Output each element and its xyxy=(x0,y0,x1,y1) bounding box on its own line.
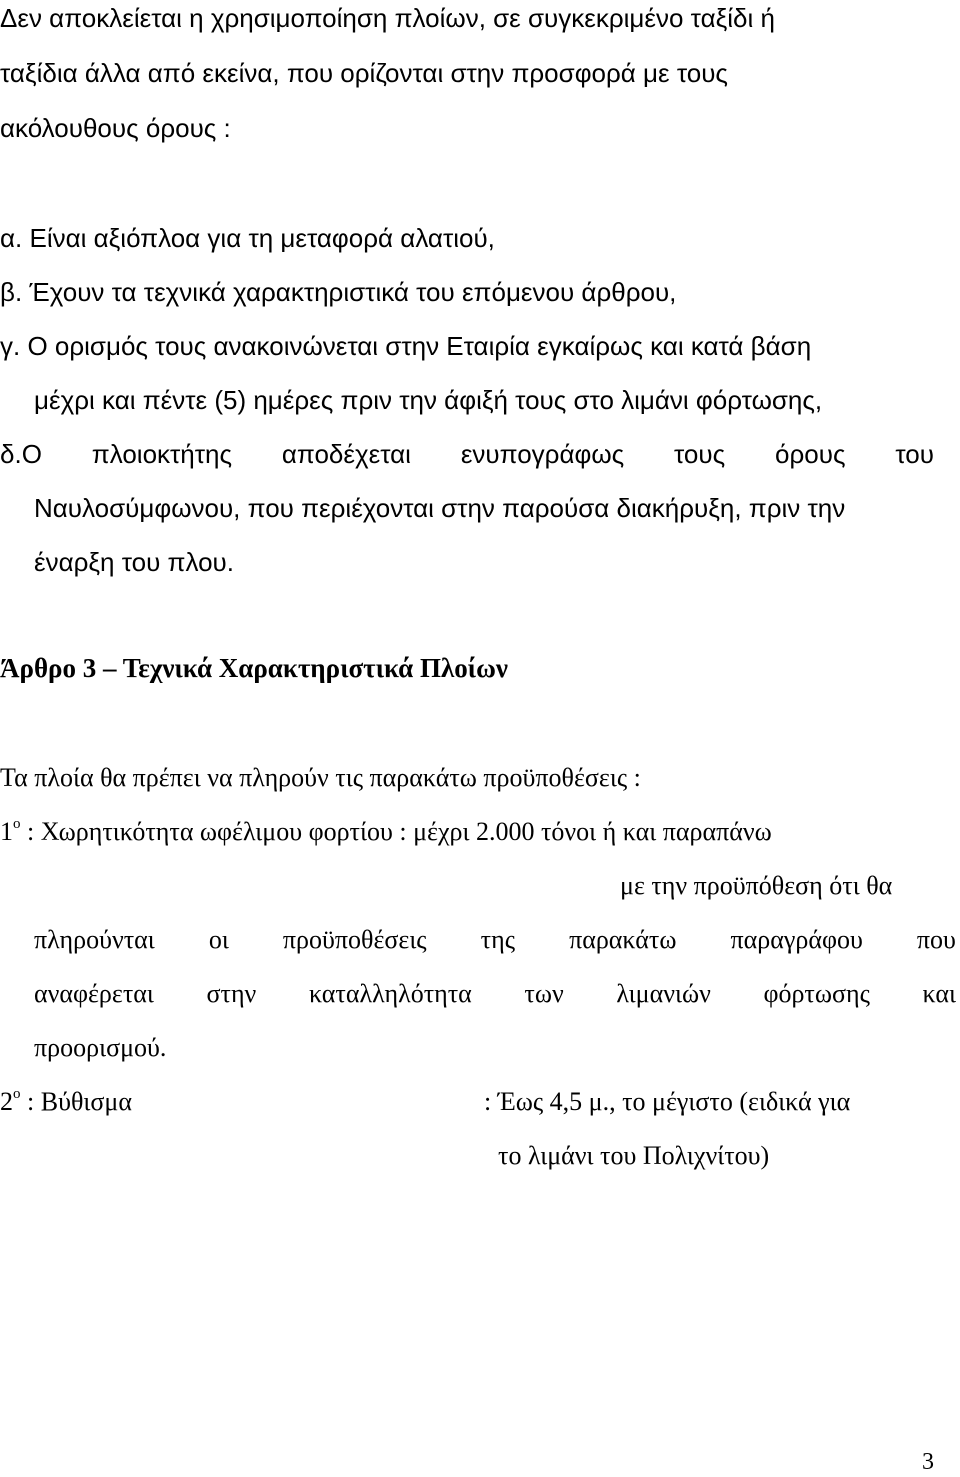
item-1-text: : Χωρητικότητα ωφέλιμου φορτίου : μέχρι 2.000 τόνοι ή και παραπάνω xyxy=(20,817,772,846)
word: των xyxy=(524,979,564,1008)
word: καταλληλότητα xyxy=(308,979,472,1008)
item-2-ordinal: ο xyxy=(13,1086,21,1103)
word: πλοιοκτήτης xyxy=(91,439,233,469)
intro-line-2: ταξίδια άλλα από εκείνα, που ορίζονται στην προσφορά με τους xyxy=(0,58,728,88)
item-1-cont-3 xyxy=(34,978,956,1010)
word: παραγράφου xyxy=(730,925,863,954)
word: λιμανιών xyxy=(616,979,711,1008)
item-1-cont-2 xyxy=(34,924,956,956)
item-2-number: 2 xyxy=(0,1087,13,1116)
intro-line-1: Δεν αποκλείεται η χρησιμοποίηση πλοίων, σε συγκεκριμένο ταξίδι ή xyxy=(0,3,775,33)
word: της xyxy=(480,925,516,954)
word: δ.Ο xyxy=(0,439,42,469)
word: όρους xyxy=(775,439,846,469)
item-1-cont-1: με την προϋπόθεση ότι θα xyxy=(620,871,893,900)
item-2-value-1: : Έως 4,5 μ., το μέγιστο (ειδικά για xyxy=(484,1087,851,1116)
word: παρακάτω xyxy=(569,925,677,954)
condition-c-line-1: γ. Ο ορισμός τους ανακοινώνεται στην Εταιρία εγκαίρως και κατά βάση xyxy=(0,331,812,361)
word: και xyxy=(922,979,956,1008)
item-2-label xyxy=(0,1086,132,1118)
article-intro: Τα πλοία θα πρέπει να πληρούν τις παρακάτω προϋποθέσεις : xyxy=(0,763,641,792)
word: στην xyxy=(206,979,257,1008)
condition-b: β. Έχουν τα τεχνικά χαρακτηριστικά του επόμενου άρθρου, xyxy=(0,277,677,307)
word: οι xyxy=(208,925,229,954)
article-heading: Άρθρο 3 – Τεχνικά Χαρακτηριστικά Πλοίων xyxy=(0,653,508,683)
page-number: 3 xyxy=(922,1449,934,1475)
word: προϋποθέσεις xyxy=(282,925,427,954)
word: πληρούνται xyxy=(34,925,155,954)
item-1-number: 1 xyxy=(0,817,13,846)
condition-d-line-2: Ναυλοσύμφωνου, που περιέχονται στην παρούσα διακήρυξη, πριν την xyxy=(34,493,846,523)
condition-d-line-1 xyxy=(0,438,934,470)
word: φόρτωσης xyxy=(763,979,870,1008)
condition-a: α. Είναι αξιόπλοα για τη μεταφορά αλατιού, xyxy=(0,223,495,253)
word: τους xyxy=(674,439,726,469)
word: που xyxy=(916,925,956,954)
item-1-line xyxy=(0,816,772,848)
condition-d-line-3: έναρξη του πλου. xyxy=(34,547,234,577)
item-2-value-2: το λιμάνι του Πολιχνίτου) xyxy=(498,1141,770,1170)
condition-c-line-2: μέχρι και πέντε (5) ημέρες πριν την άφιξή τους στο λιμάνι φόρτωσης, xyxy=(34,385,823,415)
word: αποδέχεται xyxy=(281,439,411,469)
word: αναφέρεται xyxy=(34,979,154,1008)
word: ενυπογράφως xyxy=(460,439,625,469)
item-1-ordinal: ο xyxy=(13,816,21,833)
item-2-label-text: : Βύθισμα xyxy=(20,1087,132,1116)
intro-line-3: ακόλουθους όρους : xyxy=(0,113,231,143)
item-1-cont-4: προορισμού. xyxy=(34,1033,167,1062)
word: του xyxy=(895,439,934,469)
